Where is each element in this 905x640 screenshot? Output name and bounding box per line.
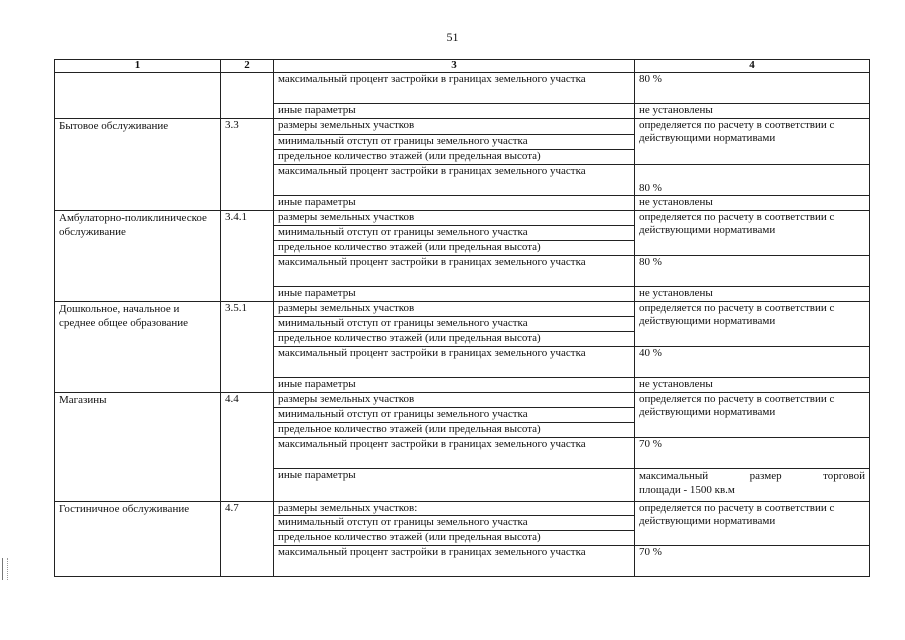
value-cell: определяется по расчету в соответствии с действующими нормативами	[635, 302, 870, 347]
use-code-cell	[221, 73, 274, 119]
param-cell: размеры земельных участков	[274, 119, 635, 135]
param-cell: иные параметры	[274, 287, 635, 302]
param-cell: минимальный отступ от границы земельного участка	[274, 317, 635, 332]
column-header-2: 2	[221, 60, 274, 73]
table-row	[55, 73, 870, 104]
use-name-cell: Дошкольное, начальное и среднее общее образование	[55, 302, 221, 393]
param-cell: предельное количество этажей (или предельная высота)	[274, 332, 635, 347]
param-cell: максимальный процент застройки в границах земельного участка	[274, 73, 635, 104]
value-cell: определяется по расчету в соответствии с действующими нормативами	[635, 211, 870, 256]
value-cell: не установлены	[635, 196, 870, 211]
value-cell: не установлены	[635, 378, 870, 393]
table-row	[55, 119, 870, 135]
param-cell: иные параметры	[274, 196, 635, 211]
table-row	[55, 211, 870, 226]
param-cell: размеры земельных участков	[274, 211, 635, 226]
use-name-cell: Гостиничное обслуживание	[55, 502, 221, 577]
header-row	[55, 60, 870, 73]
table-row	[55, 393, 870, 408]
value-cell: 40 %	[635, 347, 870, 378]
value-cell: не установлены	[635, 287, 870, 302]
use-code-cell: 3.5.1	[221, 302, 274, 393]
value-cell	[635, 469, 870, 502]
column-header-4: 4	[635, 60, 870, 73]
table-row	[55, 502, 870, 516]
param-cell: максимальный процент застройки в границах земельного участка	[274, 347, 635, 378]
param-cell: предельное количество этажей (или предельная высота)	[274, 150, 635, 165]
regulations-table	[54, 59, 870, 577]
param-cell: размеры земельных участков	[274, 302, 635, 317]
use-name-cell: Магазины	[55, 393, 221, 502]
value-cell: 80 %	[635, 256, 870, 287]
param-cell: минимальный отступ от границы земельного участка	[274, 135, 635, 150]
value-cell: определяется по расчету в соответствии с действующими нормативами	[635, 393, 870, 438]
param-cell: иные параметры	[274, 469, 635, 502]
value-cell: 80 %	[635, 73, 870, 104]
param-cell: минимальный отступ от границы земельного участка	[274, 516, 635, 531]
page-number: 51	[446, 30, 459, 44]
param-cell: размеры земельных участков:	[274, 502, 635, 516]
param-cell: предельное количество этажей (или предельная высота)	[274, 241, 635, 256]
use-name-cell	[55, 73, 221, 119]
use-code-cell: 3.4.1	[221, 211, 274, 302]
use-code-cell: 3.3	[221, 119, 274, 211]
use-code-cell: 4.4	[221, 393, 274, 502]
param-cell: минимальный отступ от границы земельного участка	[274, 408, 635, 423]
column-header-1: 1	[55, 60, 221, 73]
param-cell: максимальный процент застройки в границах земельного участка	[274, 256, 635, 287]
value-cell: не установлены	[635, 104, 870, 119]
value-cell: 80 %	[635, 165, 870, 196]
scan-edge-mark	[2, 558, 8, 580]
value-cell: 70 %	[635, 438, 870, 469]
value-cell: определяется по расчету в соответствии с действующими нормативами	[635, 119, 870, 165]
table-row	[55, 302, 870, 317]
param-cell: максимальный процент застройки в границах земельного участка	[274, 438, 635, 469]
param-cell: максимальный процент застройки в границах земельного участка	[274, 546, 635, 577]
use-name-cell: Бытовое обслуживание	[55, 119, 221, 211]
param-cell: минимальный отступ от границы земельного участка	[274, 226, 635, 241]
column-header-3: 3	[274, 60, 635, 73]
param-cell: иные параметры	[274, 378, 635, 393]
param-cell: размеры земельных участков	[274, 393, 635, 408]
trade-area-line-1: максимальный размер торговой	[639, 470, 865, 482]
trade-area-line-2: площади - 1500 кв.м	[639, 484, 735, 496]
use-code-cell: 4.7	[221, 502, 274, 577]
param-cell: предельное количество этажей (или предельная высота)	[274, 531, 635, 546]
param-cell: максимальный процент застройки в границах земельного участка	[274, 165, 635, 196]
value-cell: определяется по расчету в соответствии с действующими нормативами	[635, 502, 870, 546]
use-name-cell: Амбулаторно-поликлиническое обслуживание	[55, 211, 221, 302]
param-cell: предельное количество этажей (или предельная высота)	[274, 423, 635, 438]
param-cell: иные параметры	[274, 104, 635, 119]
value-cell: 70 %	[635, 546, 870, 577]
